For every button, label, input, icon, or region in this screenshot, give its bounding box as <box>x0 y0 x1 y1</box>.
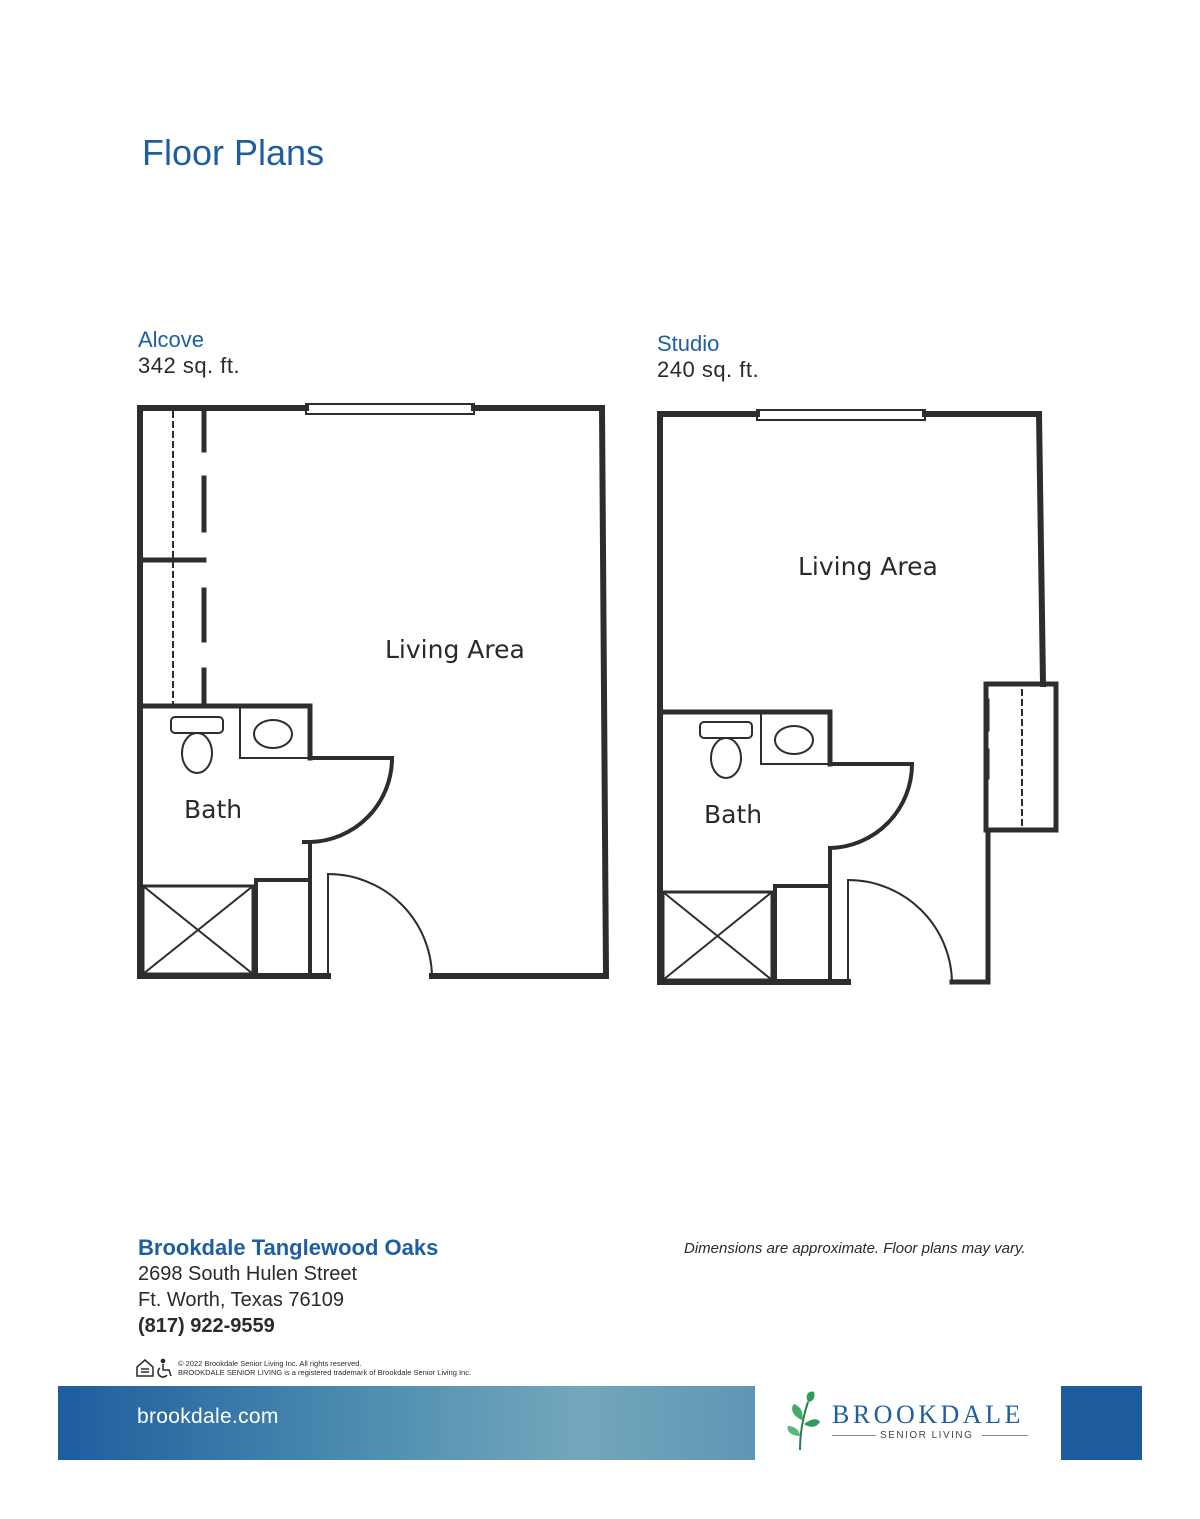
leaf-logo-icon <box>780 1390 824 1452</box>
alcove-plan-name: Alcove <box>138 327 205 352</box>
legal-icons <box>136 1358 176 1380</box>
brand-name: BROOKDALE <box>832 1400 1024 1429</box>
studio-floor-plan <box>660 410 1056 982</box>
brand-rule-left <box>832 1435 876 1436</box>
accessibility-icon <box>158 1359 171 1377</box>
page-title: Floor Plans <box>142 132 325 173</box>
legal-text <box>178 1360 471 1377</box>
phone-number[interactable]: (817) 922-9559 <box>138 1315 275 1337</box>
alcove-toilet-bowl <box>182 733 212 773</box>
alcove-window <box>306 404 474 414</box>
studio-window <box>757 410 925 420</box>
website-link[interactable]: brookdale.com <box>137 1405 279 1428</box>
studio-bath-label: Bath <box>704 800 763 829</box>
alcove-sink <box>254 720 292 748</box>
alcove-bath-label: Bath <box>184 795 243 824</box>
studio-door-swing <box>848 880 952 982</box>
studio-plan-size: 240 sq. ft. <box>657 357 760 382</box>
brand-rule-right <box>982 1435 1028 1436</box>
studio-living-area-label: Living Area <box>798 552 938 581</box>
studio-toilet-tank <box>700 722 752 738</box>
address-line-2: Ft. Worth, Texas 76109 <box>138 1289 345 1311</box>
community-name: Brookdale Tanglewood Oaks <box>138 1235 439 1260</box>
alcove-toilet-tank <box>171 717 223 733</box>
alcove-floor-plan <box>140 404 606 976</box>
trademark-text: BROOKDALE SENIOR LIVING is a registered trademark of Brookdale Senior Living Inc. <box>178 1367 472 1377</box>
disclaimer: Dimensions are approximate. Floor plans may vary. <box>684 1240 1026 1257</box>
equal-housing-icon <box>137 1360 153 1376</box>
alcove-plan-size: 342 sq. ft. <box>138 353 241 378</box>
brand-subtitle: SENIOR LIVING <box>880 1430 974 1441</box>
alcove-door-swing <box>328 874 432 976</box>
alcove-living-area-label: Living Area <box>385 635 525 664</box>
studio-toilet-bowl <box>711 738 741 778</box>
studio-sink <box>775 726 813 754</box>
footer-band-right <box>1061 1386 1142 1460</box>
copyright-text: © 2022 Brookdale Senior Living Inc. All rights reserved. <box>178 1359 362 1368</box>
address-line-1: 2698 South Hulen Street <box>138 1263 358 1285</box>
studio-plan-name: Studio <box>657 331 720 356</box>
